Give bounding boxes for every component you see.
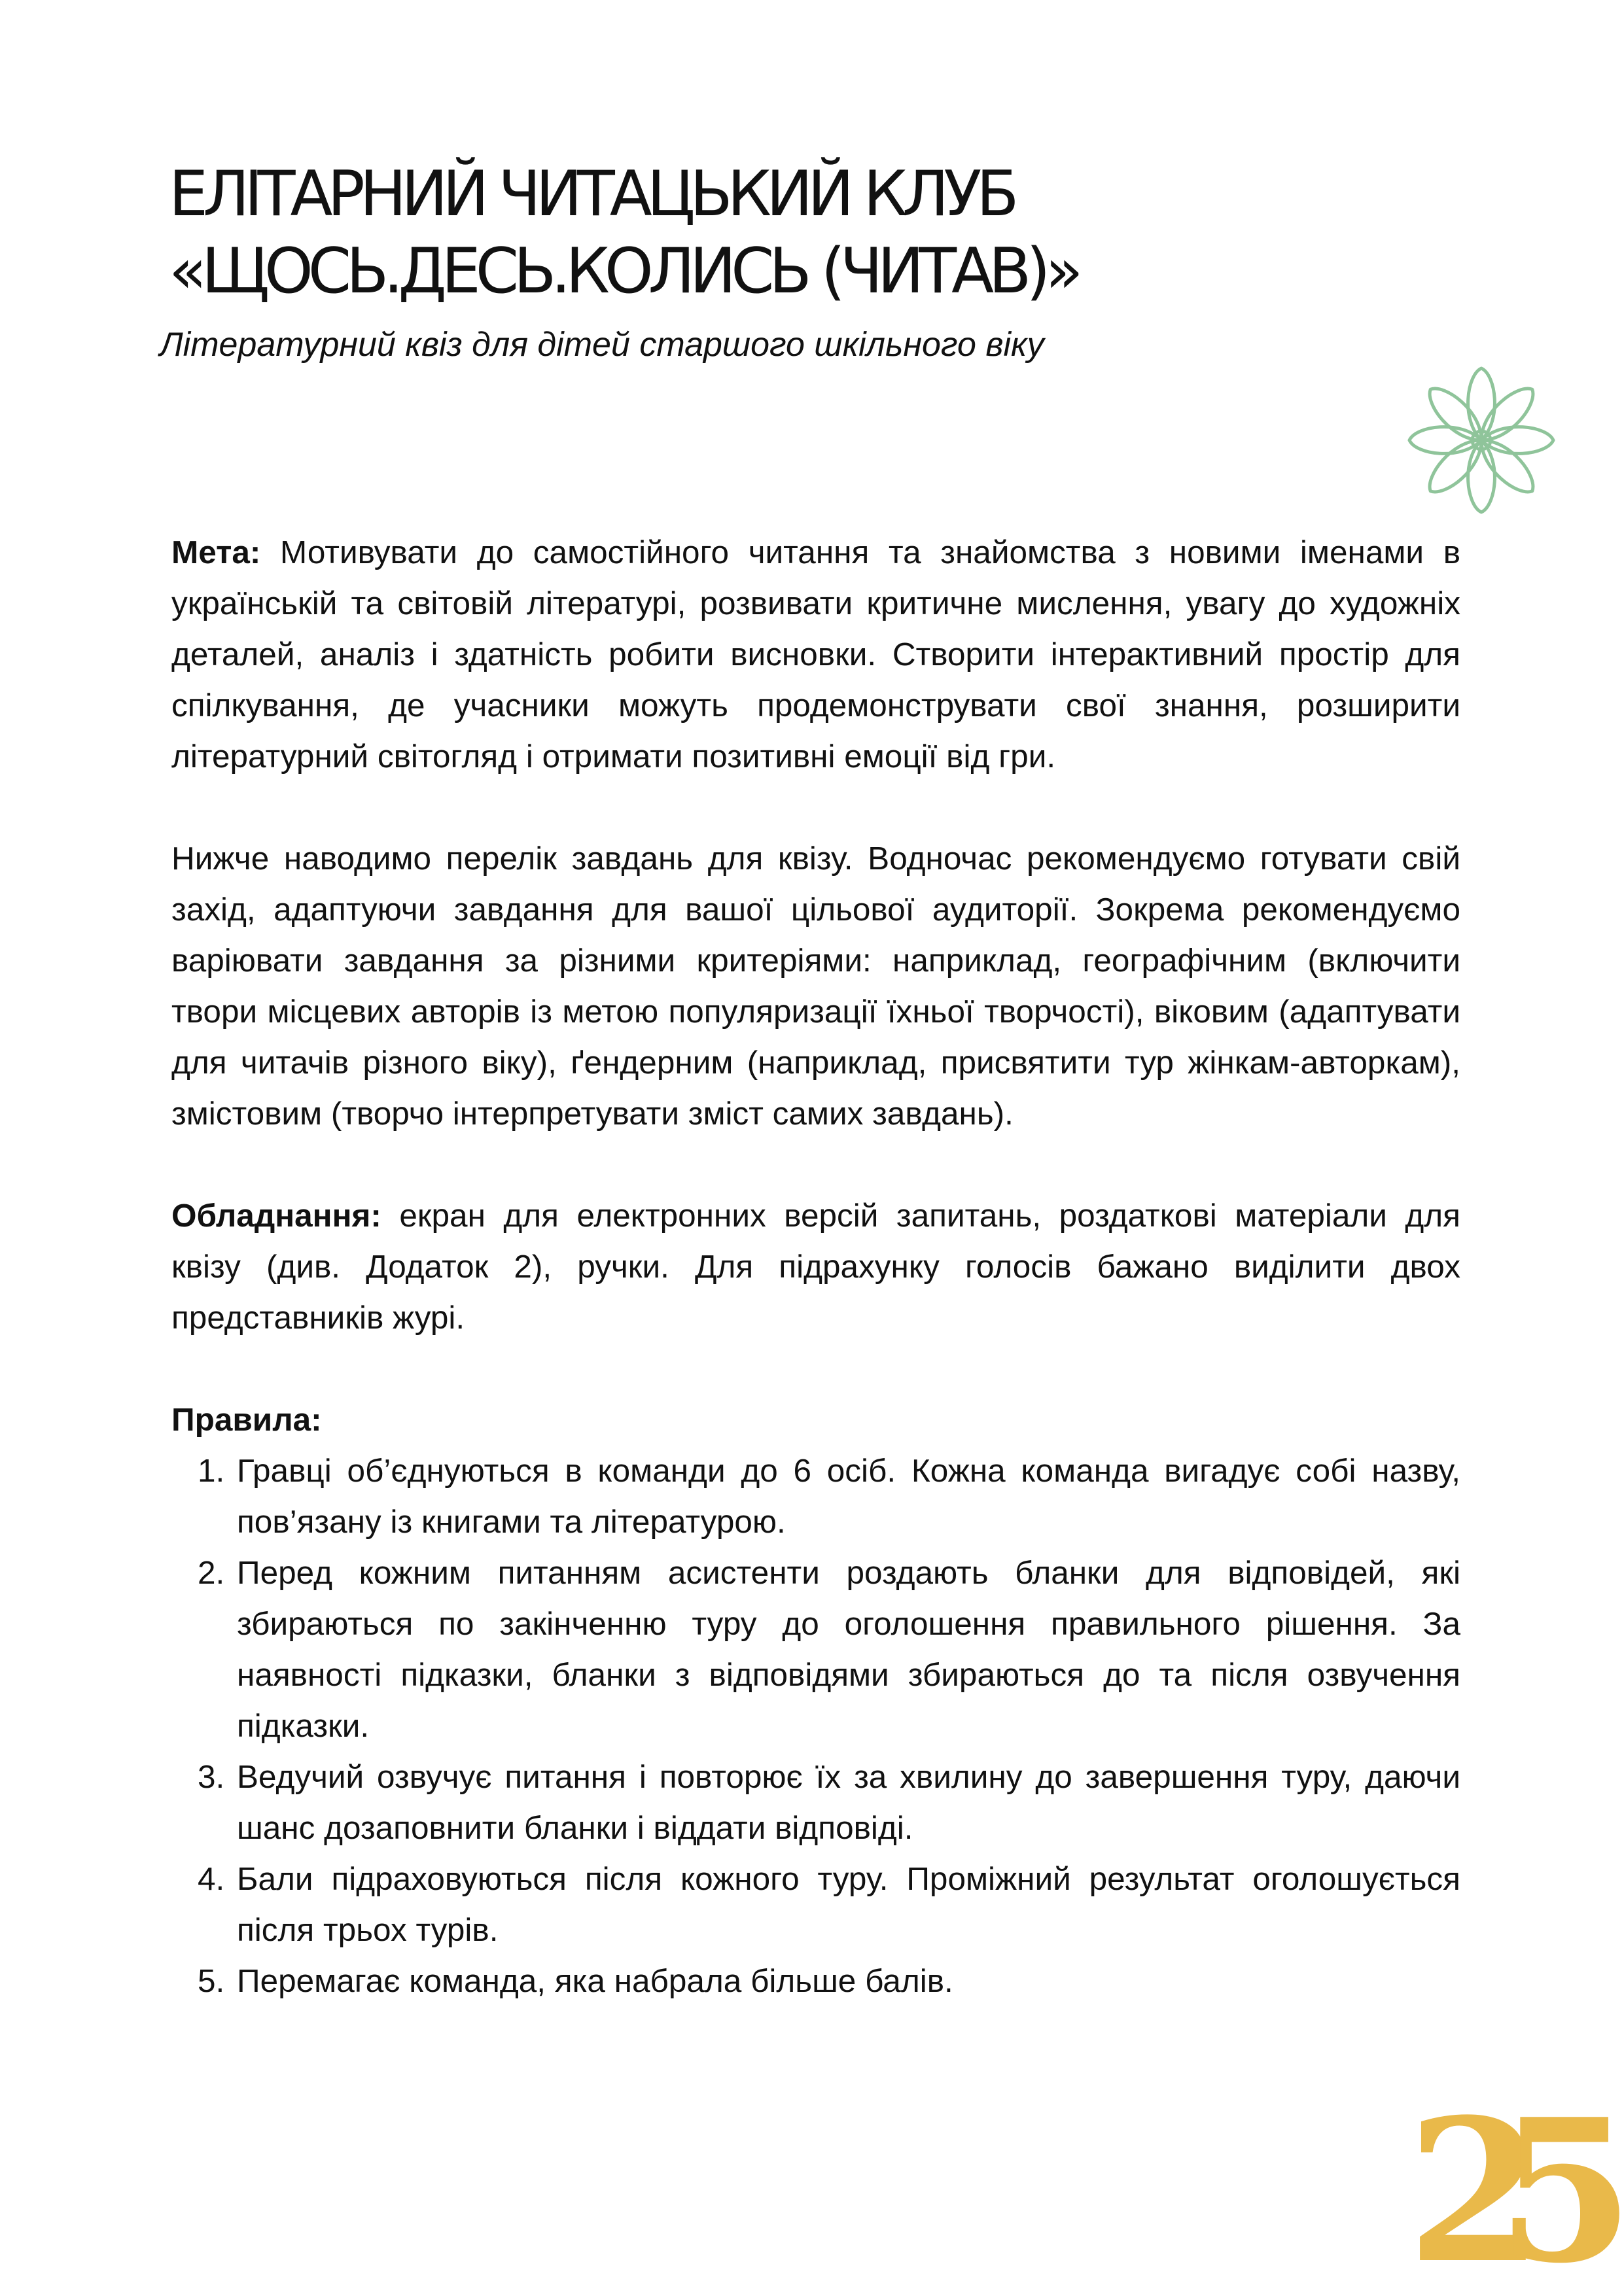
goal-label: Мета: [171, 534, 261, 570]
rule-text: Ведучий озвучує питання і повторює їх за хвилину до завершення туру, даючи шанс дозаповнити бланки і віддати відповіді. [237, 1759, 1460, 1846]
rule-text: Бали підраховуються після кожного туру. Проміжний результат оголошується після трьох турів. [237, 1861, 1460, 1948]
equipment-text: екран для електронних версій запитань, роздаткові матеріали для квізу (див. Додаток 2), ручки. Для підрахунку голосів бажано виділити двох представників журі. [171, 1198, 1460, 1336]
rule-text: Перемагає команда, яка набрала більше балів. [237, 1963, 953, 1999]
rule-number: 3. [198, 1759, 225, 1795]
title-line-1: ЕЛІТАРНИЙ ЧИТАЦЬКИЙ КЛУБ [169, 158, 1014, 230]
page-number: 25 [1407, 2087, 1589, 2296]
page-subtitle: Літературний квіз для дітей старшого шкільного віку [160, 326, 1044, 364]
equipment-paragraph [171, 1191, 1460, 1344]
rule-item [171, 1446, 1460, 1548]
intro-paragraph: Нижче наводимо перелік завдань для квізу. Водночас рекомендуємо готувати свій захід, адаптуючи завдання для вашої цільової аудиторії. Зокрема рекомендуємо варіювати завдання за різними критеріями: наприклад, географічним (включити твори місцевих авторів із метою популяризації їхньої творчості), віковим (адаптувати для читачів різного віку), ґендерним (наприклад, присвятити тур жінкам-авторкам), змістовим (творчо інтерпретувати зміст самих завдань). [171, 841, 1460, 1132]
rule-number: 4. [198, 1861, 225, 1897]
rule-item [171, 1752, 1460, 1854]
rule-text: Перед кожним питанням асистенти роздають бланки для відповідей, які збираються по закінченню туру до оголошення правильного рішення. За наявності підказки, бланки з відповідями збираються до та після озвучення підказки. [237, 1555, 1460, 1744]
rule-item [171, 1548, 1460, 1752]
rules-heading: Правила: [171, 1402, 322, 1438]
rule-number: 5. [198, 1963, 225, 1999]
rules-list [171, 1446, 1460, 2007]
main-content [171, 527, 1460, 2007]
page-title [169, 158, 1281, 318]
goal-text: Мотивувати до самостійного читання та знайомства з новими іменами в українській та світовій літературі, розвивати критичне мислення, увагу до художніх деталей, аналіз і здатність робити висновки. Створити інтерактивний простір для спілкування, де учасники можуть продемонструвати свої знання, розширити літературний світогляд і отримати позитивні емоції від гри. [171, 534, 1460, 774]
rule-item [171, 1956, 1460, 2007]
rule-number: 2. [198, 1555, 225, 1591]
flower-outline-icon [1399, 358, 1564, 522]
goal-paragraph [171, 527, 1460, 782]
title-line-2: «ЩОСЬ.ДЕСЬ.КОЛИСЬ (ЧИТАВ)» [169, 235, 1078, 307]
rule-number: 1. [198, 1453, 225, 1489]
equipment-label: Обладнання: [171, 1198, 381, 1234]
rule-item [171, 1854, 1460, 1956]
rules-section [171, 1395, 1460, 2007]
rule-text: Гравці об’єднуються в команди до 6 осіб. Кожна команда вигадує собі назву, пов’язану із книгами та літературою. [237, 1453, 1460, 1540]
